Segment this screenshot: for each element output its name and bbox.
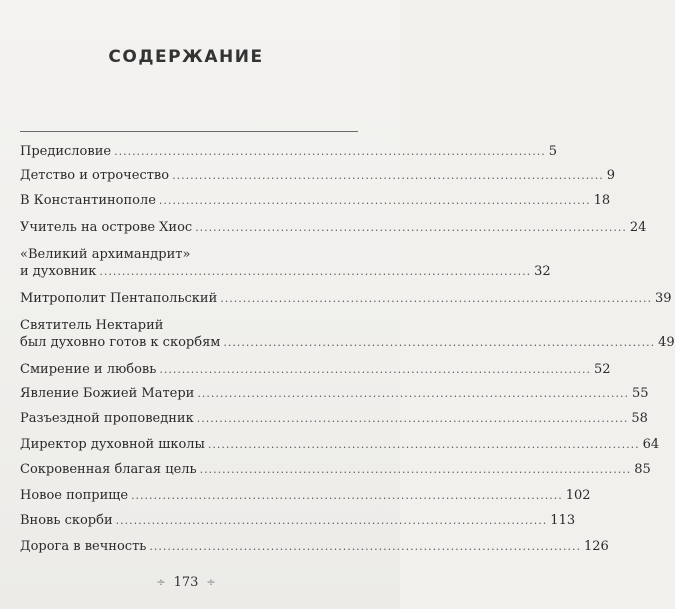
toc-entry bbox=[20, 538, 609, 555]
leader-dots: ................................................................................................ bbox=[196, 412, 629, 425]
page-number: 173 bbox=[173, 575, 199, 590]
entry-title: Детство и отрочество bbox=[20, 168, 170, 183]
toc-entry bbox=[20, 385, 649, 402]
entry-title: Смирение и любовь bbox=[20, 362, 157, 377]
entry-title-line1: «Великий архимандрит» bbox=[20, 247, 191, 262]
leader-dots: ................................................................................................ bbox=[131, 489, 563, 502]
entry-title: Митрополит Пентапольский bbox=[20, 291, 218, 306]
ornament-right: ÷ bbox=[206, 576, 216, 589]
toc-entry bbox=[20, 246, 551, 280]
entry-page: 24 bbox=[629, 220, 647, 235]
toc-entry bbox=[20, 317, 675, 351]
entry-page: 102 bbox=[565, 488, 591, 503]
leader-dots: ................................................................................................ bbox=[195, 221, 627, 234]
entry-title: Явление Божией Матери bbox=[20, 386, 195, 401]
entry-page: 39 bbox=[654, 291, 672, 306]
entry-page: 113 bbox=[550, 513, 576, 528]
entry-title: В Константинополе bbox=[20, 193, 156, 208]
entry-page: 126 bbox=[584, 539, 609, 554]
entry-title: Директор духовной школы bbox=[20, 437, 205, 452]
toc-heading: СОДЕРЖАНИЕ bbox=[108, 47, 264, 67]
entry-page: 32 bbox=[534, 264, 551, 279]
leader-dots: ................................................................................................ bbox=[149, 540, 582, 553]
entry-title-line1: Святитель Нектарий bbox=[20, 318, 164, 333]
leader-dots: ................................................................................................ bbox=[158, 194, 591, 207]
toc-entry bbox=[20, 512, 576, 529]
leader-dots: ................................................................................................ bbox=[114, 145, 546, 158]
leader-dots: ................................................................................................ bbox=[99, 265, 532, 278]
leader-dots: ................................................................................................ bbox=[197, 387, 630, 400]
toc-entry bbox=[20, 219, 647, 236]
entry-page: 9 bbox=[606, 168, 616, 183]
entry-page: 5 bbox=[548, 144, 558, 159]
leader-dots: ................................................................................................ bbox=[115, 514, 548, 527]
entry-title: Дорога в вечность bbox=[20, 539, 147, 554]
toc-entry bbox=[20, 436, 660, 453]
toc-entry bbox=[20, 487, 591, 504]
entry-title: Вновь скорби bbox=[20, 513, 113, 528]
leader-dots: ................................................................................................ bbox=[220, 292, 652, 305]
entry-title-line2: был духовно готов к скорбям bbox=[20, 335, 221, 350]
entry-page: 64 bbox=[642, 437, 660, 452]
entry-title-line2: и духовник bbox=[20, 264, 97, 279]
entry-title: Разъездной проповедник bbox=[20, 411, 194, 426]
toc-entry bbox=[20, 361, 611, 378]
entry-page: 49 bbox=[658, 335, 675, 350]
entry-page: 85 bbox=[634, 462, 651, 477]
entry-page: 18 bbox=[593, 193, 611, 208]
toc-entry bbox=[20, 290, 672, 307]
toc-entry bbox=[20, 167, 616, 184]
entry-page: 52 bbox=[594, 362, 611, 377]
entry-title: Сокровенная благая цель bbox=[20, 462, 197, 477]
leader-dots: ................................................................................................ bbox=[159, 363, 591, 376]
heading-rule bbox=[20, 131, 358, 132]
entry-page: 58 bbox=[631, 411, 648, 426]
leader-dots: ................................................................................................ bbox=[199, 463, 632, 476]
entry-title: Учитель на острове Хиос bbox=[20, 220, 193, 235]
leader-dots: ................................................................................................ bbox=[172, 169, 604, 182]
entry-title: Новое поприще bbox=[20, 488, 129, 503]
ornament-left: ÷ bbox=[156, 576, 166, 589]
leader-dots: ................................................................................................ bbox=[223, 336, 656, 349]
toc-entry bbox=[20, 143, 558, 160]
entry-page: 55 bbox=[632, 386, 649, 401]
entry-title: Предисловие bbox=[20, 144, 112, 159]
toc-entry bbox=[20, 192, 611, 209]
toc-entry bbox=[20, 461, 651, 478]
page-number-footer bbox=[0, 575, 372, 590]
leader-dots: ................................................................................................ bbox=[207, 438, 640, 451]
toc-entry bbox=[20, 410, 648, 427]
